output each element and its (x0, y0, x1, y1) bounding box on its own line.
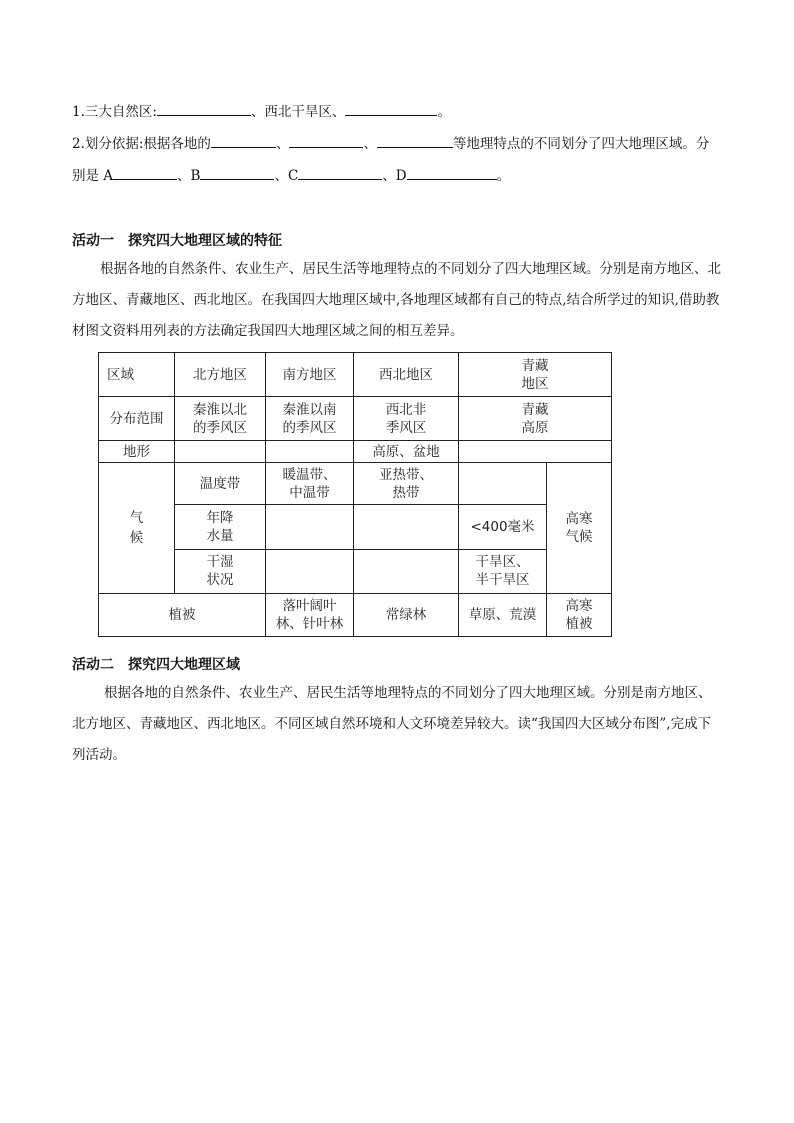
question-1 (72, 102, 451, 121)
q2-c-label: 、C (274, 168, 299, 184)
table-row-temperature (99, 463, 612, 505)
terrain-northwest: 高原、盆地 (354, 441, 459, 463)
q2-tail: 等地理特点的不同划分了四大地理区域。分 (452, 136, 710, 152)
dryness-qingzang: 干旱区、 半干旱区 (459, 549, 547, 593)
header-region: 区域 (99, 353, 175, 397)
dryness-northwest[interactable] (354, 549, 459, 593)
blank-c[interactable] (298, 166, 382, 180)
activity-2-heading (72, 654, 240, 674)
q2-end: 。 (496, 168, 511, 184)
header-south: 南方地区 (266, 353, 354, 397)
blank-5[interactable] (377, 134, 453, 148)
table-row-header (99, 353, 612, 397)
distribution-label: 分布范围 (99, 397, 175, 441)
activity-2-title: 探究四大地理区域 (128, 657, 240, 673)
header-north: 北方地区 (175, 353, 266, 397)
vegetation-qingzang-b: 高寒 植被 (547, 593, 612, 636)
precipitation-south[interactable] (266, 505, 354, 549)
temperature-label: 温度带 (175, 463, 266, 505)
vegetation-label: 植被 (99, 593, 266, 636)
distribution-northwest: 西北非 季风区 (354, 397, 459, 441)
activity-1-text: 根据各地的自然条件、农业生产、居民生活等地理特点的不同划分了四大地理区域。分别是南方地区、北方地区、青藏地区、西北地区。在我国四大地理区域中,各地理区域都有自己的特点,结合所学过的知识,借助教材图文资料用列表的方法确定我国四大地理区域之间的相互差异。 (72, 261, 721, 339)
q1-prefix: 1.三大自然区: (72, 104, 157, 120)
blank-b[interactable] (200, 166, 274, 180)
precipitation-label: 年降 水量 (175, 505, 266, 549)
q2-d-label: 、D (382, 168, 407, 184)
table-row-distribution (99, 397, 612, 441)
precipitation-northwest[interactable] (354, 505, 459, 549)
temperature-south: 暖温带、 中温带 (266, 463, 354, 505)
blank-d[interactable] (407, 166, 497, 180)
header-northwest: 西北地区 (354, 353, 459, 397)
temperature-northwest: 亚热带、 热带 (354, 463, 459, 505)
activity-2-text: 根据各地的自然条件、农业生产、居民生活等地理特点的不同划分了四大地理区域。分别是南方地区、北方地区、青藏地区、西北地区。不同区域自然环境和人文环境差异较大。读“我国四大区域分布图”,完成下列活动。 (72, 685, 712, 763)
vegetation-south: 落叶阔叶 林、针叶林 (266, 593, 354, 636)
distribution-qingzang: 青藏 高原 (459, 397, 612, 441)
blank-4[interactable] (289, 134, 363, 148)
terrain-north[interactable] (175, 441, 266, 463)
terrain-south[interactable] (266, 441, 354, 463)
terrain-label: 地形 (99, 441, 175, 463)
activity-2-label: 活动二 (72, 657, 114, 673)
distribution-north: 秦淮以北 的季风区 (175, 397, 266, 441)
table-row-precipitation (99, 505, 612, 549)
table-row-vegetation (99, 593, 612, 636)
region-comparison-table (98, 352, 612, 637)
q2-sep-1: 、 (275, 136, 290, 152)
activity-1-label: 活动一 (72, 233, 114, 249)
activity-1-paragraph (72, 254, 722, 347)
distribution-south: 秦淮以南 的季风区 (266, 397, 354, 441)
dryness-south[interactable] (266, 549, 354, 593)
qingzang-climate: 高寒 气候 (547, 463, 612, 593)
blank-2[interactable] (345, 102, 437, 116)
header-qingzang: 青藏 地区 (459, 353, 612, 397)
activity-2-paragraph (72, 678, 722, 771)
q2-b-label: 、B (177, 168, 201, 184)
terrain-qingzang[interactable] (459, 441, 612, 463)
blank-1[interactable] (157, 102, 251, 116)
vegetation-qingzang-a: 草原、荒漠 (459, 593, 547, 636)
q1-middle: 、西北干旱区、 (250, 104, 346, 120)
climate-label-text: 气 候 (129, 510, 144, 547)
dryness-label: 干湿 状况 (175, 549, 266, 593)
temperature-qingzang[interactable] (459, 463, 547, 505)
question-2-line-2 (72, 166, 510, 185)
vegetation-northwest: 常绿林 (354, 593, 459, 636)
q1-end: 。 (437, 104, 451, 120)
activity-1-title: 探究四大地理区域的特征 (128, 233, 282, 249)
activity-1-heading (72, 230, 282, 250)
q2-prefix: 2.划分依据:根据各地的 (72, 136, 211, 152)
q2-sep-2: 、 (363, 136, 377, 152)
table-row-terrain (99, 441, 612, 463)
question-2-line-1 (72, 134, 709, 153)
table-row-dryness (99, 549, 612, 593)
q2-a-label: 别是 A (72, 168, 114, 184)
climate-label (99, 463, 175, 593)
blank-3[interactable] (211, 134, 276, 148)
precipitation-qingzang: <400毫米 (459, 505, 547, 549)
blank-a[interactable] (113, 166, 177, 180)
